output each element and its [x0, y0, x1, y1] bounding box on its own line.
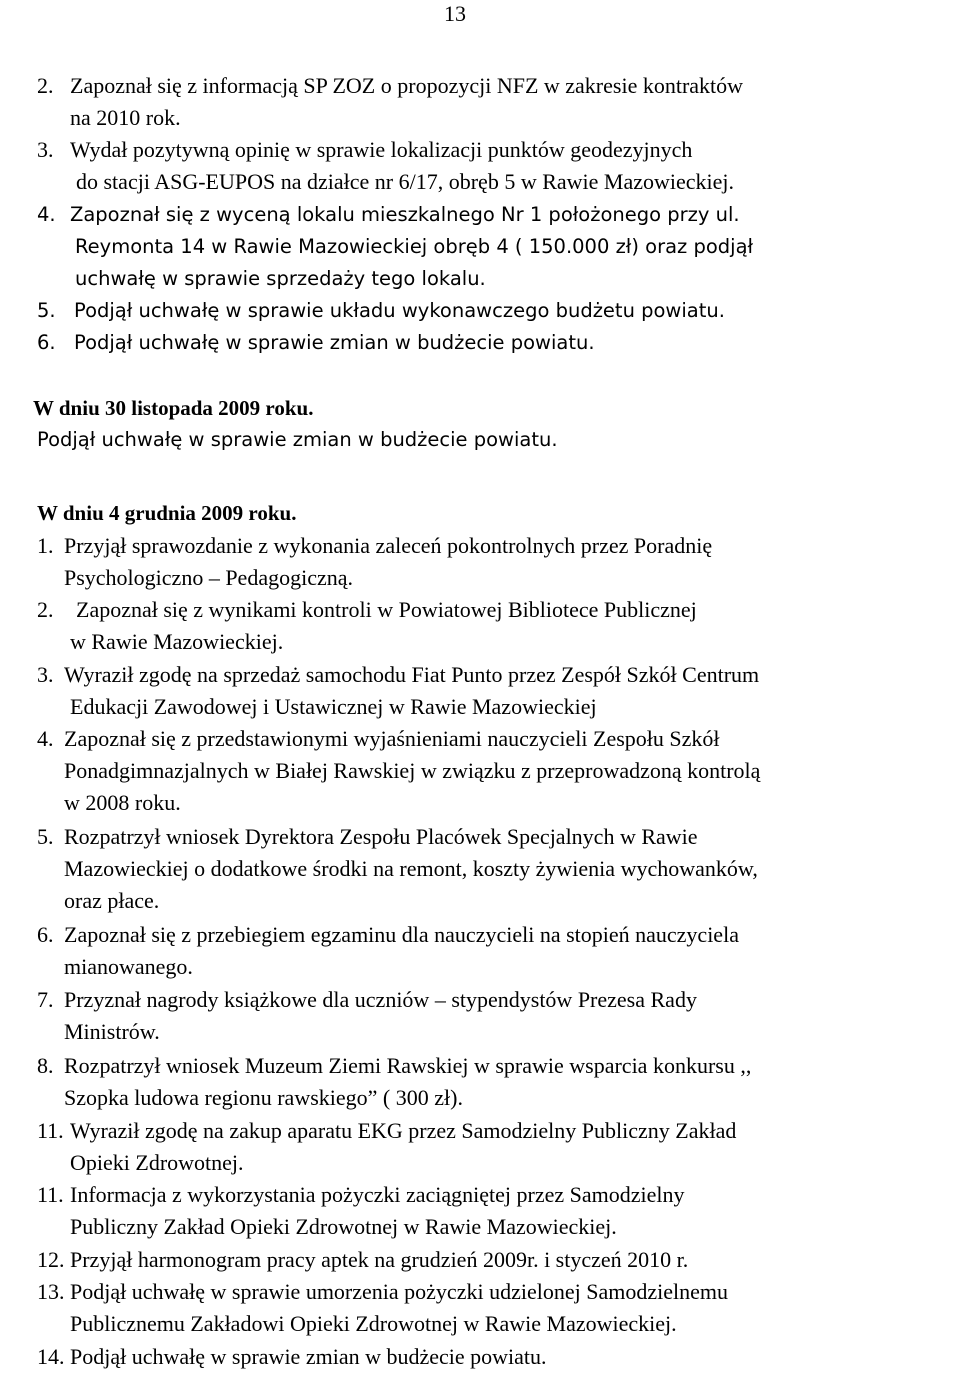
item-text: Zapoznał się z wyceną lokalu mieszkalnego Nr 1 położonego przy ul.: [70, 203, 740, 226]
list-item: [37, 1341, 547, 1373]
item-text-continuation: Ministrów.: [64, 1019, 160, 1044]
item-number: 6.: [37, 922, 54, 947]
item-number: 1.: [37, 533, 54, 558]
item-text: Podjął uchwałę w sprawie zmian w budżecie powiatu.: [70, 1344, 547, 1369]
list-item: [37, 70, 743, 102]
item-text: Wyraził zgodę na zakup aparatu EKG przez Samodzielny Publiczny Zakład: [70, 1118, 737, 1143]
item-text-continuation: Edukacji Zawodowej i Ustawicznej w Rawie Mazowieckiej: [70, 694, 597, 719]
item-number: 5.: [37, 299, 56, 322]
item-text: Przyjął harmonogram pracy aptek na grudzień 2009r. i styczeń 2010 r.: [70, 1247, 689, 1272]
list-item: [37, 1050, 751, 1082]
section-heading: W dniu 30 listopada 2009 roku.: [33, 396, 314, 420]
list-item: [37, 295, 725, 327]
item-text-continuation: Opieki Zdrowotnej.: [70, 1150, 244, 1175]
item-number: 2.: [37, 597, 54, 622]
item-number: 13.: [37, 1279, 65, 1304]
item-text: Przyjął sprawozdanie z wykonania zaleceń pokontrolnych przez Poradnię: [64, 533, 713, 558]
item-text-continuation: Psychologiczno – Pedagogiczną.: [64, 565, 353, 590]
item-text-continuation: Mazowieckiej o dodatkowe środki na remont, koszty żywienia wychowanków,: [64, 856, 758, 881]
item-number: 3.: [37, 137, 54, 162]
item-text: Rozpatrzył wniosek Muzeum Ziemi Rawskiej w sprawie wsparcia konkursu ,,: [64, 1053, 752, 1078]
item-text: Podjął uchwałę w sprawie układu wykonawczego budżetu powiatu.: [74, 299, 725, 322]
section-heading: W dniu 4 grudnia 2009 roku.: [37, 501, 297, 525]
list-item: [37, 1276, 955, 1308]
item-text-continuation: Publiczny Zakład Opieki Zdrowotnej w Rawie Mazowieckiej.: [70, 1214, 617, 1239]
item-text-continuation: w Rawie Mazowieckiej.: [70, 629, 284, 654]
list-item: [37, 1115, 736, 1147]
list-item: [37, 199, 955, 231]
list-item: [37, 1244, 688, 1276]
item-number: 2.: [37, 73, 54, 98]
item-text-continuation: Reymonta 14 w Rawie Mazowieckiej obręb 4 ( 150.000 zł) oraz podjął: [75, 235, 754, 258]
item-text-continuation: Szopka ludowa regionu rawskiego” ( 300 zł).: [64, 1085, 463, 1110]
item-text-continuation: na 2010 rok.: [70, 105, 181, 130]
item-text: Wydał pozytywną opinię w sprawie lokalizacji punktów geodezyjnych: [70, 137, 693, 162]
item-number: 4.: [37, 726, 54, 751]
list-item: [37, 530, 712, 562]
item-number: 3.: [37, 662, 54, 687]
item-text-continuation: uchwałę w sprawie sprzedaży tego lokalu.: [75, 267, 486, 290]
item-text-continuation: oraz płace.: [64, 888, 160, 913]
item-text-continuation: Publicznemu Zakładowi Opieki Zdrowotnej w Rawie Mazowieckiej.: [70, 1311, 677, 1336]
item-text: Przyznał nagrody książkowe dla uczniów – stypendystów Prezesa Rady: [64, 987, 697, 1012]
item-text: Zapoznał się z informacją SP ZOZ o propozycji NFZ w zakresie kontraktów: [70, 73, 744, 98]
item-text: Zapoznał się z wynikami kontroli w Powiatowej Bibliotece Publicznej: [76, 597, 697, 622]
section-text: Podjął uchwałę w sprawie zmian w budżecie powiatu.: [37, 428, 558, 451]
list-item: [37, 821, 698, 853]
item-text: Rozpatrzył wniosek Dyrektora Zespołu Placówek Specjalnych w Rawie: [64, 824, 698, 849]
item-text: Podjął uchwałę w sprawie zmian w budżecie powiatu.: [74, 331, 595, 354]
item-number: 14.: [37, 1344, 65, 1369]
list-item: [37, 919, 739, 951]
item-number: 11.: [37, 1182, 64, 1207]
item-text-continuation: Ponadgimnazjalnych w Białej Rawskiej w związku z przeprowadzoną kontrolą: [64, 758, 761, 783]
item-number: 6.: [37, 331, 56, 354]
item-text: Podjął uchwałę w sprawie umorzenia pożyczki udzielonej Samodzielnemu: [70, 1279, 728, 1304]
item-number: 12.: [37, 1247, 65, 1272]
list-item: [37, 659, 759, 691]
item-text-continuation: mianowanego.: [64, 954, 193, 979]
list-item: [37, 1179, 685, 1211]
item-text: Informacja z wykorzystania pożyczki zaciągniętej przez Samodzielny: [70, 1182, 685, 1207]
item-number: 8.: [37, 1053, 54, 1078]
item-number: 7.: [37, 987, 54, 1012]
item-number: 5.: [37, 824, 54, 849]
item-number: 11.: [37, 1118, 64, 1143]
item-text-continuation: do stacji ASG-EUPOS na działce nr 6/17, obręb 5 w Rawie Mazowieckiej.: [76, 169, 735, 194]
list-item: [37, 327, 595, 359]
list-item: [37, 134, 692, 166]
list-item: [37, 594, 955, 626]
list-item: [37, 723, 720, 755]
item-number: 4.: [37, 203, 56, 226]
item-text-continuation: w 2008 roku.: [64, 790, 181, 815]
item-text: Zapoznał się z przebiegiem egzaminu dla nauczycieli na stopień nauczyciela: [64, 922, 739, 947]
item-text: Wyraził zgodę na sprzedaż samochodu Fiat Punto przez Zespół Szkół Centrum: [64, 662, 760, 687]
list-item: [37, 984, 697, 1016]
page-number: 13: [444, 1, 466, 26]
item-text: Zapoznał się z przedstawionymi wyjaśnieniami nauczycieli Zespołu Szkół: [64, 726, 720, 751]
